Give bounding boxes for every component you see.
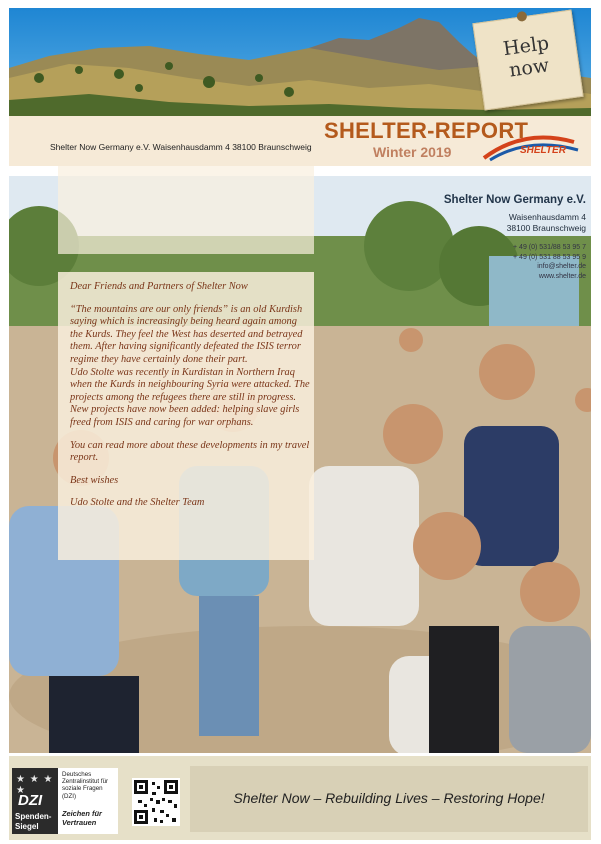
shelter-logo: [474, 124, 584, 164]
star-icons: ★ ★ ★ ★: [16, 774, 54, 796]
help-tag-line-1: Help: [501, 32, 551, 61]
dzi-seal-label-1: Spenden-: [15, 812, 52, 821]
organization-name: Shelter Now Germany e.V.: [443, 194, 586, 206]
dzi-institute-name: Deutsches Zentralinstitut für soziale Fragen (DZI): [62, 771, 109, 800]
organization-phone: + 49 (0) 531/88 53 95 7: [513, 244, 586, 251]
letter-greeting: Dear Friends and Partners of Shelter Now: [70, 281, 248, 292]
dzi-seal-badge: [12, 768, 58, 834]
help-now-tag: [472, 9, 583, 110]
letter-signature: Udo Stolte and the Shelter Team: [70, 497, 205, 509]
organization-fax: + 49 (0) 531 88 53 95 9: [513, 253, 586, 261]
letter-paragraph-1: “The mountains are our only friends” is an old Kurdish saying which is increasingly being heard again among the Kurds. They feel the West has deserted and betrayed them. After having significantly defeated the ISIS terror regime they have certainly done their part.: [70, 303, 303, 365]
dzi-donation-seal: [12, 768, 118, 834]
slogan-box: [190, 766, 588, 832]
pin-icon: [516, 11, 527, 22]
report-season: Winter 2019: [373, 144, 452, 160]
dzi-code: DZI: [18, 792, 43, 809]
report-title: SHELTER-REPORT: [324, 118, 529, 143]
dzi-seal-label-2: Siegel: [15, 822, 39, 831]
dzi-trust-label: Zeichen für Vertrauen: [62, 809, 102, 827]
editorial-letter: [70, 281, 310, 510]
help-tag-line-2: now: [507, 54, 551, 82]
organization-contact: [424, 194, 586, 281]
letter-paragraph-3: You can read more about these developments in my travel report.: [70, 439, 310, 464]
organization-street: Waisenhausdamm 4: [508, 212, 586, 222]
organization-website[interactable]: www.shelter.de: [538, 272, 586, 280]
letter-paragraph-2: Udo Stolte was recently in Kurdistan in Northern Iraq when the Kurds in neighbouring Syria were attacked. The projects among the refugees there are still in progress. New projects have now been added: helping slave girls freed from ISIS and caring for war orphans.: [70, 366, 310, 428]
header-address: Shelter Now Germany e.V. Waisenhausdamm 4 38100 Braunschweig: [50, 142, 312, 152]
letter-closing: Best wishes: [70, 474, 119, 486]
qr-code-icon[interactable]: [132, 778, 180, 826]
footer-slogan: Shelter Now – Rebuilding Lives – Restoring Hope!: [233, 790, 545, 806]
letter-panel-top: [58, 166, 314, 254]
logo-wordmark: SHELTER: [520, 145, 566, 156]
organization-email[interactable]: info@shelter.de: [537, 263, 586, 270]
organization-city: 38100 Braunschweig: [506, 222, 586, 233]
